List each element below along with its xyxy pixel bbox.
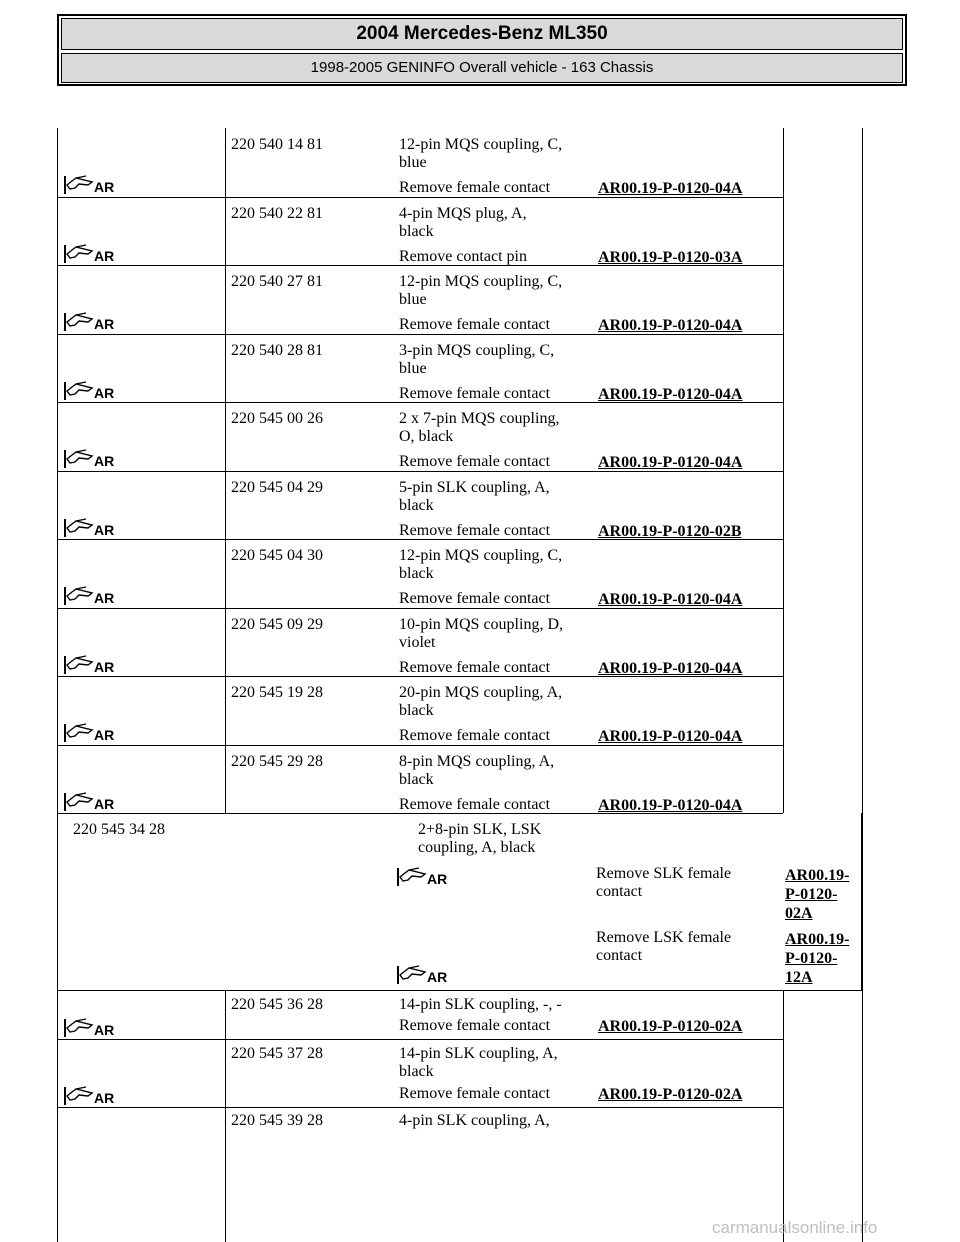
part-description: 2 x 7-pin MQS coupling, bbox=[399, 410, 560, 427]
page-title: 2004 Mercedes-Benz ML350 bbox=[61, 18, 903, 50]
part-description: blue bbox=[399, 154, 427, 171]
reference-link[interactable]: AR00.19-P-0120-04A bbox=[598, 180, 743, 197]
hand-pointing-icon[interactable] bbox=[62, 1084, 120, 1106]
table-divider bbox=[57, 1039, 783, 1040]
part-description: black bbox=[399, 223, 434, 240]
table-border bbox=[862, 128, 863, 1242]
part-description: black bbox=[399, 1063, 434, 1080]
table-border bbox=[225, 990, 226, 1039]
table-border bbox=[783, 539, 784, 608]
table-border bbox=[225, 608, 226, 676]
table-border bbox=[225, 128, 226, 197]
action-label: Remove female contact bbox=[399, 727, 551, 744]
reference-link[interactable]: AR00.19-P-0120-04A bbox=[598, 317, 743, 334]
part-number: 220 545 29 28 bbox=[231, 753, 323, 770]
part-number: 220 545 37 28 bbox=[231, 1045, 323, 1062]
table-divider bbox=[57, 1107, 783, 1108]
action-label: Remove female contact bbox=[399, 796, 551, 813]
part-number: 220 545 39 28 bbox=[231, 1112, 323, 1129]
svg-text:AR: AR bbox=[94, 796, 115, 812]
table-border bbox=[783, 608, 784, 676]
part-description: 20-pin MQS coupling, A, bbox=[399, 684, 563, 701]
table-border bbox=[225, 1039, 226, 1107]
svg-text:AR: AR bbox=[94, 522, 115, 538]
reference-link[interactable]: 12A bbox=[785, 969, 813, 986]
reference-link[interactable]: AR00.19-P-0120-03A bbox=[598, 249, 743, 266]
part-number: 220 545 09 29 bbox=[231, 616, 323, 633]
part-number: 220 545 36 28 bbox=[231, 996, 323, 1013]
action-label: contact bbox=[596, 883, 643, 900]
hand-pointing-icon[interactable] bbox=[62, 173, 120, 195]
table-border bbox=[57, 128, 58, 1242]
table-border bbox=[783, 197, 784, 265]
reference-link[interactable]: AR00.19-P-0120-04A bbox=[598, 386, 743, 403]
reference-link[interactable]: AR00.19-P-0120-04A bbox=[598, 660, 743, 677]
table-border bbox=[225, 402, 226, 471]
table-border bbox=[783, 334, 784, 402]
part-description: 5-pin SLK coupling, A, bbox=[399, 479, 550, 496]
reference-link[interactable]: AR00.19-P-0120-04A bbox=[598, 591, 743, 608]
svg-text:AR: AR bbox=[94, 659, 115, 675]
action-label: Remove female contact bbox=[399, 316, 551, 333]
part-description: violet bbox=[399, 634, 436, 651]
action-label: Remove female contact bbox=[399, 1017, 551, 1034]
part-description: black bbox=[399, 702, 434, 719]
svg-text:AR: AR bbox=[427, 871, 448, 887]
part-number: 220 540 27 81 bbox=[231, 273, 323, 290]
part-description: 4-pin MQS plug, A, bbox=[399, 205, 527, 222]
hand-pointing-icon[interactable] bbox=[395, 865, 453, 887]
reference-link[interactable]: AR00.19-P-0120-04A bbox=[598, 728, 743, 745]
table-border bbox=[783, 402, 784, 471]
reference-link[interactable]: AR00.19-P-0120-04A bbox=[598, 797, 743, 814]
action-label: Remove female contact bbox=[399, 385, 551, 402]
action-label: contact bbox=[596, 947, 643, 964]
table-border bbox=[225, 1107, 226, 1242]
part-description: 14-pin SLK coupling, A, bbox=[399, 1045, 558, 1062]
part-description: 10-pin MQS coupling, D, bbox=[399, 616, 563, 633]
part-number: 220 545 04 29 bbox=[231, 479, 323, 496]
hand-pointing-icon[interactable] bbox=[62, 653, 120, 675]
part-description: black bbox=[399, 497, 434, 514]
svg-text:AR: AR bbox=[94, 179, 115, 195]
part-description: 8-pin MQS coupling, A, bbox=[399, 753, 555, 770]
svg-text:AR: AR bbox=[94, 248, 115, 264]
hand-pointing-icon[interactable] bbox=[62, 242, 120, 264]
part-description: blue bbox=[399, 291, 427, 308]
table-border bbox=[225, 676, 226, 745]
hand-pointing-icon[interactable] bbox=[62, 447, 120, 469]
part-description: 2+8-pin SLK, LSK bbox=[418, 821, 542, 838]
action-label: Remove female contact bbox=[399, 590, 551, 607]
table-border bbox=[225, 539, 226, 608]
table-border bbox=[225, 265, 226, 334]
hand-pointing-icon[interactable] bbox=[62, 1016, 120, 1038]
part-description: 12-pin MQS coupling, C, bbox=[399, 136, 563, 153]
reference-link[interactable]: AR00.19-P-0120-04A bbox=[598, 454, 743, 471]
action-label: Remove female contact bbox=[399, 1085, 551, 1102]
svg-text:AR: AR bbox=[94, 316, 115, 332]
page-header bbox=[57, 14, 907, 86]
watermark: carmanualsonline.info bbox=[712, 1218, 878, 1237]
table-border bbox=[225, 471, 226, 539]
svg-text:AR: AR bbox=[94, 727, 115, 743]
action-label: Remove contact pin bbox=[399, 248, 527, 265]
svg-text:AR: AR bbox=[94, 1090, 115, 1106]
reference-link[interactable]: P-0120- bbox=[785, 950, 838, 967]
action-label: Remove female contact bbox=[399, 179, 551, 196]
hand-pointing-icon[interactable] bbox=[62, 584, 120, 606]
svg-text:AR: AR bbox=[94, 385, 115, 401]
svg-text:AR: AR bbox=[427, 969, 448, 985]
part-description: 4-pin SLK coupling, A, bbox=[399, 1112, 550, 1129]
reference-link[interactable]: AR00.19- bbox=[785, 931, 850, 948]
part-number: 220 545 04 30 bbox=[231, 547, 323, 564]
table-border bbox=[225, 334, 226, 402]
table-border bbox=[783, 128, 784, 197]
action-label: Remove SLK female bbox=[596, 865, 732, 882]
part-number: 220 540 28 81 bbox=[231, 342, 323, 359]
reference-link[interactable]: AR00.19-P-0120-02A bbox=[598, 1086, 743, 1103]
hand-pointing-icon[interactable] bbox=[62, 721, 120, 743]
reference-link[interactable]: AR00.19-P-0120-02B bbox=[598, 523, 742, 540]
part-description: 3-pin MQS coupling, C, bbox=[399, 342, 555, 359]
part-description: black bbox=[399, 771, 434, 788]
table-border bbox=[783, 745, 784, 813]
action-label: Remove female contact bbox=[399, 453, 551, 470]
svg-text:AR: AR bbox=[94, 1022, 115, 1038]
table-border bbox=[861, 813, 862, 990]
reference-link[interactable]: AR00.19-P-0120-02A bbox=[598, 1018, 743, 1035]
hand-pointing-icon[interactable] bbox=[62, 790, 120, 812]
hand-pointing-icon[interactable] bbox=[62, 310, 120, 332]
table-border bbox=[225, 745, 226, 813]
part-number: 220 545 00 26 bbox=[231, 410, 323, 427]
part-number: 220 540 14 81 bbox=[231, 136, 323, 153]
reference-link[interactable]: P-0120- bbox=[785, 886, 838, 903]
table-border bbox=[783, 1039, 784, 1107]
action-label: Remove LSK female bbox=[596, 929, 732, 946]
reference-link[interactable]: AR00.19- bbox=[785, 867, 850, 884]
action-label: Remove female contact bbox=[399, 522, 551, 539]
part-description: O, black bbox=[399, 428, 454, 445]
table-border bbox=[783, 265, 784, 334]
table-border bbox=[783, 471, 784, 539]
svg-text:AR: AR bbox=[94, 590, 115, 606]
table-border bbox=[783, 676, 784, 745]
table-border bbox=[783, 990, 784, 1039]
part-number: 220 545 19 28 bbox=[231, 684, 323, 701]
part-description: 12-pin MQS coupling, C, bbox=[399, 547, 563, 564]
part-description: black bbox=[399, 565, 434, 582]
part-description: blue bbox=[399, 360, 427, 377]
part-description: 14-pin SLK coupling, -, - bbox=[399, 996, 562, 1013]
hand-pointing-icon[interactable] bbox=[62, 379, 120, 401]
hand-pointing-icon[interactable] bbox=[395, 963, 453, 985]
table-border bbox=[225, 197, 226, 265]
part-number: 220 540 22 81 bbox=[231, 205, 323, 222]
action-label: Remove female contact bbox=[399, 659, 551, 676]
hand-pointing-icon[interactable] bbox=[62, 516, 120, 538]
svg-text:AR: AR bbox=[94, 453, 115, 469]
reference-link[interactable]: 02A bbox=[785, 905, 813, 922]
table-divider bbox=[57, 990, 862, 991]
part-description: 12-pin MQS coupling, C, bbox=[399, 273, 563, 290]
part-description: coupling, A, black bbox=[418, 839, 536, 856]
page-subtitle: 1998-2005 GENINFO Overall vehicle - 163 Chassis bbox=[61, 53, 903, 83]
part-number: 220 545 34 28 bbox=[73, 821, 165, 838]
